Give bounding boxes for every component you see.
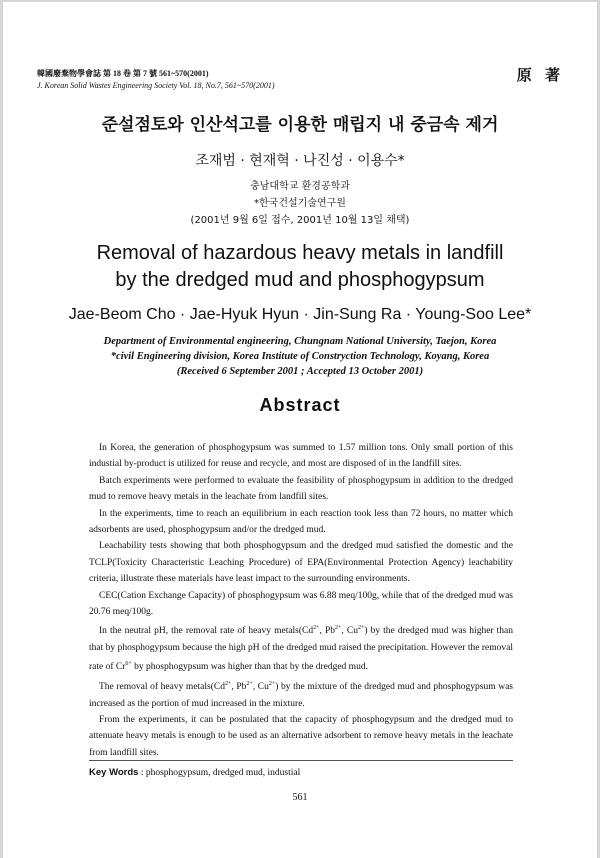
english-title-line-1: Removal of hazardous heavy metals in landfill xyxy=(96,242,504,264)
korean-affiliations xyxy=(0,178,600,229)
superscript-charge: 2+ xyxy=(225,681,232,687)
english-title xyxy=(0,240,600,294)
superscript-charge: 2+ xyxy=(268,681,276,687)
korean-affiliation-2: *한국건설기술연구원 xyxy=(254,198,346,209)
keywords-divider xyxy=(89,760,513,761)
journal-korean-citation: 韓國廢棄物學會誌 第 18 卷 第 7 號 561~570(2001) xyxy=(37,69,209,78)
abstract-text: The removal of heavy metals(Cd xyxy=(99,682,225,693)
english-dates: (Received 6 September 2001 ; Accepted 13 October 2001) xyxy=(176,366,424,377)
keywords-label: Key Words xyxy=(89,767,139,778)
english-authors: Jae-Beom Cho · Jae-Hyuk Hyun · Jin-Sung Ra · Young-Soo Lee* xyxy=(68,306,532,323)
keywords-line xyxy=(89,767,300,778)
abstract-text: , Pb xyxy=(231,682,247,693)
page-number: 561 xyxy=(292,792,308,803)
superscript-charge: 2+ xyxy=(357,625,365,632)
superscript-charge: 2+ xyxy=(246,681,253,687)
superscript-charge: 2+ xyxy=(313,625,320,632)
journal-english-citation: J. Korean Solid Wastes Engineering Society Vol. 18, No.7, 561~570(2001) xyxy=(37,81,275,90)
abstract-text: ) by the dredged mud was higher than that by phosphogypsum because the high pH of the dredged mud raised the precipitation. However the removal rate of Cr xyxy=(89,626,513,673)
keywords-text: phosphogypsum, dredged mud, industial xyxy=(145,768,301,778)
abstract-paragraph: In the experiments, time to reach an equilibrium in each reaction took less than 72 hours, no matter which adsorbents are used, phosphogypsum and/or the dredged mud. xyxy=(89,508,513,536)
english-affiliation-2: *civil Engineering division, Korea Institute of Constryction Technology, Koyang, Korea xyxy=(110,351,490,362)
superscript-charge: 2+ xyxy=(335,625,342,632)
scan-border-top xyxy=(0,0,600,2)
abstract-text: ) by the mixture of the dredged mud and phosphogypsum was increased as the portion of mud increased in the mixture. xyxy=(89,682,513,709)
english-affiliations xyxy=(0,334,600,379)
abstract-paragraph: Batch experiments were performed to evaluate the feasibility of phosphogypsum in addition to the dredged mud to remove heavy metals in the leachate from landfill sites. xyxy=(89,475,513,503)
abstract-text: In the neutral pH, the removal rate of heavy metals(Cd xyxy=(99,626,314,637)
article-type-label: 原 著 xyxy=(516,66,564,84)
abstract-heading: Abstract xyxy=(259,395,341,415)
abstract-paragraph: In Korea, the generation of phosphogypsum was summed to 1.57 million tons. Only small portion of this industial by-product is utilized for reuse and recycle, and most are disposed of in the landfill sites. xyxy=(89,443,513,470)
abstract-paragraph: From the experiments, it can be postulated that the capacity of phosphogypsum and the dredged mud to attenuate heavy metals is enough to be used as an alternative adsorbent to remove heavy metals in the leachate from landfill sites. xyxy=(89,714,513,758)
abstract-body xyxy=(89,440,513,761)
english-title-line-2: by the dredged mud and phosphogypsum xyxy=(115,269,485,291)
korean-title: 준설점토와 인산석고를 이용한 매립지 내 중금속 제거 xyxy=(101,115,499,135)
abstract-text: , Pb xyxy=(319,626,336,637)
abstract-paragraph: CEC(Cation Exchange Capacity) of phosphogypsum was 6.88 meq/100g, while that of the dredged mud was 20.76 meq/100g. xyxy=(89,590,513,618)
abstract-text: , Cu xyxy=(341,626,358,637)
korean-affiliation-1: 충남대학교 환경공학과 xyxy=(250,181,350,192)
abstract-paragraph xyxy=(89,676,513,712)
abstract-paragraph: Leachability tests showing that both phosphogypsum and the dredged mud satisfied the domestic and the TCLP(Toxicity Characteristic Leaching Procedure) of EPA(Environmental Protection Agency) leachability criteria, illustrate these materials have least impact to the surrounding environments. xyxy=(89,541,513,585)
abstract-paragraph xyxy=(89,620,513,676)
korean-dates: (2001년 9월 6일 접수, 2001년 10월 13일 채택) xyxy=(190,215,410,226)
english-affiliation-1: Department of Environmental engineering, Chungnam National University, Taejon, Korea xyxy=(103,336,497,347)
superscript-charge: 6+ xyxy=(125,661,132,668)
abstract-text: , Cu xyxy=(252,682,269,693)
keywords-separator: : xyxy=(138,768,146,778)
journal-header xyxy=(37,68,275,92)
korean-authors: 조재범 · 현재혁 · 나진성 · 이용수* xyxy=(195,153,405,169)
abstract-text: by phosphogypsum was higher than that by the dredged mud. xyxy=(131,662,368,673)
